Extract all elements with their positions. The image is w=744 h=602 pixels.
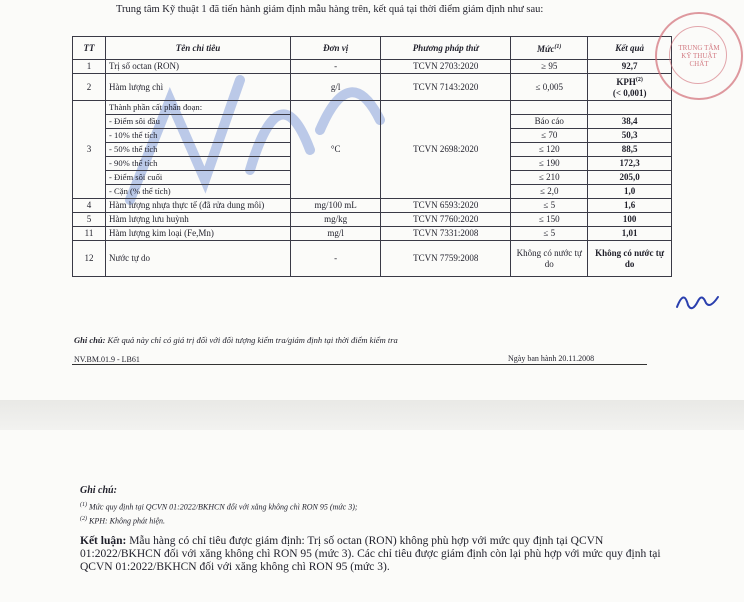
sub-item-level: Báo cáo [511,114,587,128]
sub-item-name: - 50% thể tích [106,142,290,156]
footnote-2: $^{(2)}$ KPH: Không phát hiện. [80,516,165,526]
header-method: Phương pháp thử [381,37,511,60]
cell-unit: g/l [291,74,381,101]
intro-paragraph [76,3,676,17]
cell-tt: 12 [73,241,106,277]
conclusion-text: Mẫu hàng có chỉ tiêu được giám định: Trị số octan (RON) không phù hợp với mức quy định tại QCVN 01:2022/BKHCN đối với xăng không chì RON 95 (mức 3). Các chỉ tiêu được giám định còn lại phù hợp với mức quy định tại QCVN 01:2022/BKHCN đối với xăng không chì RON 95 (mức 3). [80,535,661,573]
sub-item-level: ≤ 190 [511,156,587,170]
form-code: NV.BM.01.9 - LB61 [74,355,140,364]
cell-level: ≤ 0,005 [511,74,588,101]
cell-name: Nước tự do [106,241,291,277]
cell-result: 92,7 [588,60,672,74]
cell-result: 1,01 [588,227,672,241]
table-row [73,227,672,241]
cell-method: TCVN 2703:2020 [381,60,511,74]
table-row [73,60,672,74]
cell-level: ≥ 95 [511,60,588,74]
table-row [73,74,672,101]
table-row [73,199,672,213]
cell-unit: mg/100 mL [291,199,381,213]
sub-item-name: - 90% thể tích [106,156,290,170]
cell-unit: - [291,241,381,277]
cell-level: ≤ 150 [511,213,588,227]
cell-unit: mg/kg [291,213,381,227]
header-unit: Đơn vị [291,37,381,60]
table-row [73,101,672,199]
sub-item-name: - Điểm sôi đầu [106,114,290,128]
cell-method: TCVN 2698:2020 [381,101,511,199]
sub-item-level: ≤ 70 [511,128,587,142]
cell-tt: 3 [73,101,106,199]
report-page-2 [0,430,744,602]
footer-divider [72,364,647,365]
sub-item-result: 50,3 [588,128,671,142]
table-row [73,213,672,227]
cell-name: Trị số octan (RON) [106,60,291,74]
cell-result [588,101,672,199]
footnote-1: $^{(1)}$ Mức quy định tại QCVN 01:2022/BKHCN đối với xăng không chì RON 95 (mức 3); [80,502,358,512]
header-tt: TT [73,37,106,60]
sub-item-level: ≤ 120 [511,142,587,156]
signature-mark [672,285,722,315]
cell-tt: 5 [73,213,106,227]
cell-method: TCVN 7760:2020 [381,213,511,227]
sub-item-name: - Cặn (% thể tích) [106,184,290,198]
cell-name: Hàm lượng kim loại (Fe,Mn) [106,227,291,241]
table-header-row [73,37,672,60]
sub-item-name: - 10% thể tích [106,128,290,142]
cell-result: KPH$^{(2)}$ (< 0,001) [588,74,672,101]
sub-item-result: 1,0 [588,184,671,198]
cell-level: ≤ 5 [511,199,588,213]
cell-name: Hàm lượng nhựa thực tế (đã rửa dung môi) [106,199,291,213]
cell-result: 100 [588,213,672,227]
header-name: Tên chỉ tiêu [106,37,291,60]
conclusion-paragraph [80,535,680,574]
cell-unit: °C [291,101,381,199]
header-level: Mức$^{(1)}$ [511,37,588,60]
sub-item-level: ≤ 2,0 [511,184,587,198]
subsection-heading: Thành phần cất phân đoạn: [109,102,203,112]
header-result: Kết quả [588,37,672,60]
issue-date: Ngày ban hành 20.11.2008 [508,354,595,363]
red-seal-stamp: TRUNG TÂM KỸ THUẬT CHẤT [655,12,743,100]
sub-item-name: - Điểm sôi cuối [106,170,290,184]
note-text: Kết quả này chỉ có giá trị đối với đối tượng kiểm tra/giám định tại thời điểm kiểm tra [107,335,398,345]
cell-level: ≤ 5 [511,227,588,241]
cell-tt: 2 [73,74,106,101]
table-note [74,335,674,345]
cell-unit: - [291,60,381,74]
page2-note-label: Ghi chú: [80,485,117,496]
cell-tt: 11 [73,227,106,241]
cell-name [106,101,291,199]
cell-method: TCVN 7331:2008 [381,227,511,241]
cell-method: TCVN 7143:2020 [381,74,511,101]
page-gap [0,400,744,430]
cell-method: TCVN 6593:2020 [381,199,511,213]
sub-item-result: 172,3 [588,156,671,170]
cell-level: Không có nước tự do [511,241,588,277]
sub-item-result: 205,0 [588,170,671,184]
cell-result: 1,6 [588,199,672,213]
sub-item-result: 88,5 [588,142,671,156]
cell-unit: mg/l [291,227,381,241]
note-label: Ghi chú: [74,335,106,345]
conclusion-label: Kết luận: [80,535,127,547]
sub-item-result: 38,4 [588,114,671,128]
cell-tt: 4 [73,199,106,213]
cell-name: Hàm lượng chì [106,74,291,101]
sub-item-level: ≤ 210 [511,170,587,184]
cell-tt: 1 [73,60,106,74]
cell-method: TCVN 7759:2008 [381,241,511,277]
table-row [73,241,672,277]
intro-text: Trung tâm Kỹ thuật 1 đã tiến hành giám định mẫu hàng trên, kết quả tại thời điểm giám định như sau: [116,4,544,15]
cell-name: Hàm lượng lưu huỳnh [106,213,291,227]
results-table [72,36,672,277]
cell-result: Không có nước tự do [588,241,672,277]
cell-level [511,101,588,199]
